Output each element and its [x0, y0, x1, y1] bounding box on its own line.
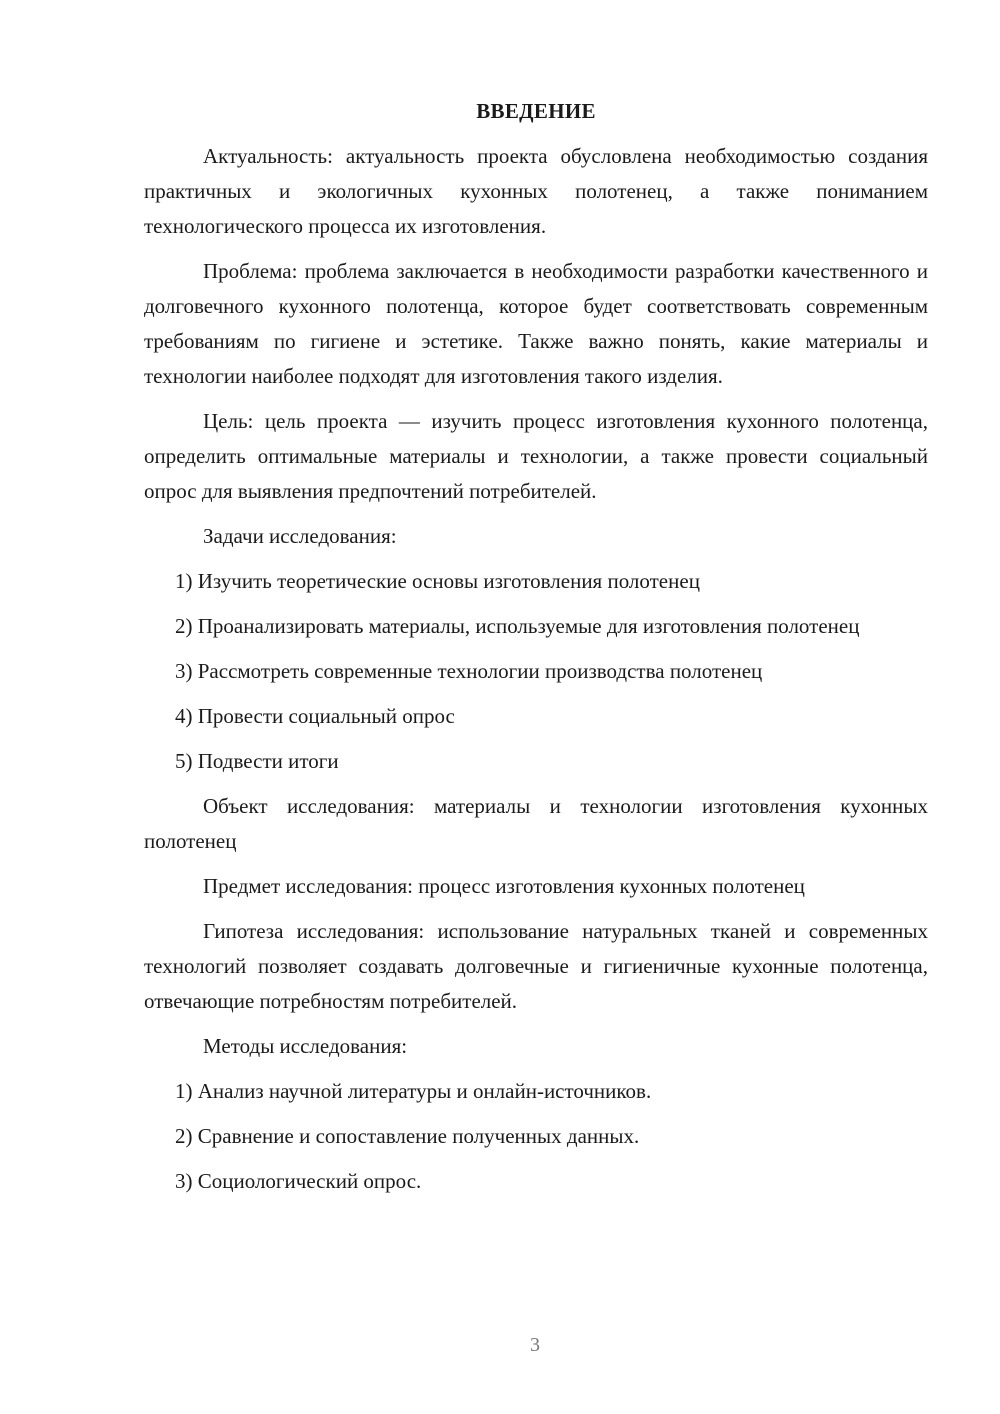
problem-paragraph: Проблема: проблема заключается в необходимости разработки качественного и долговечного кухонного полотенца, которое будет соответствовать современным требованиям по гигиене и эстетике. Также важно понять, какие материалы и технологии наиболее подходят для изготовления такого изделия. [144, 259, 928, 388]
relevance-paragraph: Актуальность: актуальность проекта обусловлена необходимостью создания практичных и экологичных кухонных полотенец, а также пониманием технологического процесса их изготовления. [144, 144, 928, 238]
page-number: 3 [530, 1334, 540, 1356]
task-item: 1) Изучить теоретические основы изготовления полотенец [175, 569, 700, 593]
subject-paragraph: Предмет исследования: процесс изготовления кухонных полотенец [203, 874, 805, 898]
method-item: 1) Анализ научной литературы и онлайн-источников. [175, 1079, 652, 1103]
methods-heading: Методы исследования: [203, 1034, 408, 1058]
task-item: 2) Проанализировать материалы, используемые для изготовления полотенец [175, 614, 860, 638]
tasks-heading: Задачи исследования: [203, 524, 397, 548]
object-paragraph: Объект исследования: материалы и технологии изготовления кухонных полотенец [144, 794, 928, 853]
page-content [144, 94, 928, 1209]
method-item: 3) Социологический опрос. [175, 1169, 422, 1193]
task-item: 5) Подвести итоги [175, 749, 339, 773]
task-item: 3) Рассмотреть современные технологии производства полотенец [175, 659, 763, 683]
hypothesis-paragraph: Гипотеза исследования: использование натуральных тканей и современных технологий позволяет создавать долговечные и гигиеничные кухонные полотенца, отвечающие потребностям потребителей. [144, 919, 928, 1013]
page-title: ВВЕДЕНИЕ [476, 99, 596, 123]
method-item: 2) Сравнение и сопоставление полученных данных. [175, 1124, 640, 1148]
task-item: 4) Провести социальный опрос [175, 704, 455, 728]
goal-paragraph: Цель: цель проекта — изучить процесс изготовления кухонного полотенца, определить оптимальные материалы и технологии, а также провести социальный опрос для выявления предпочтений потребителей. [144, 409, 928, 503]
